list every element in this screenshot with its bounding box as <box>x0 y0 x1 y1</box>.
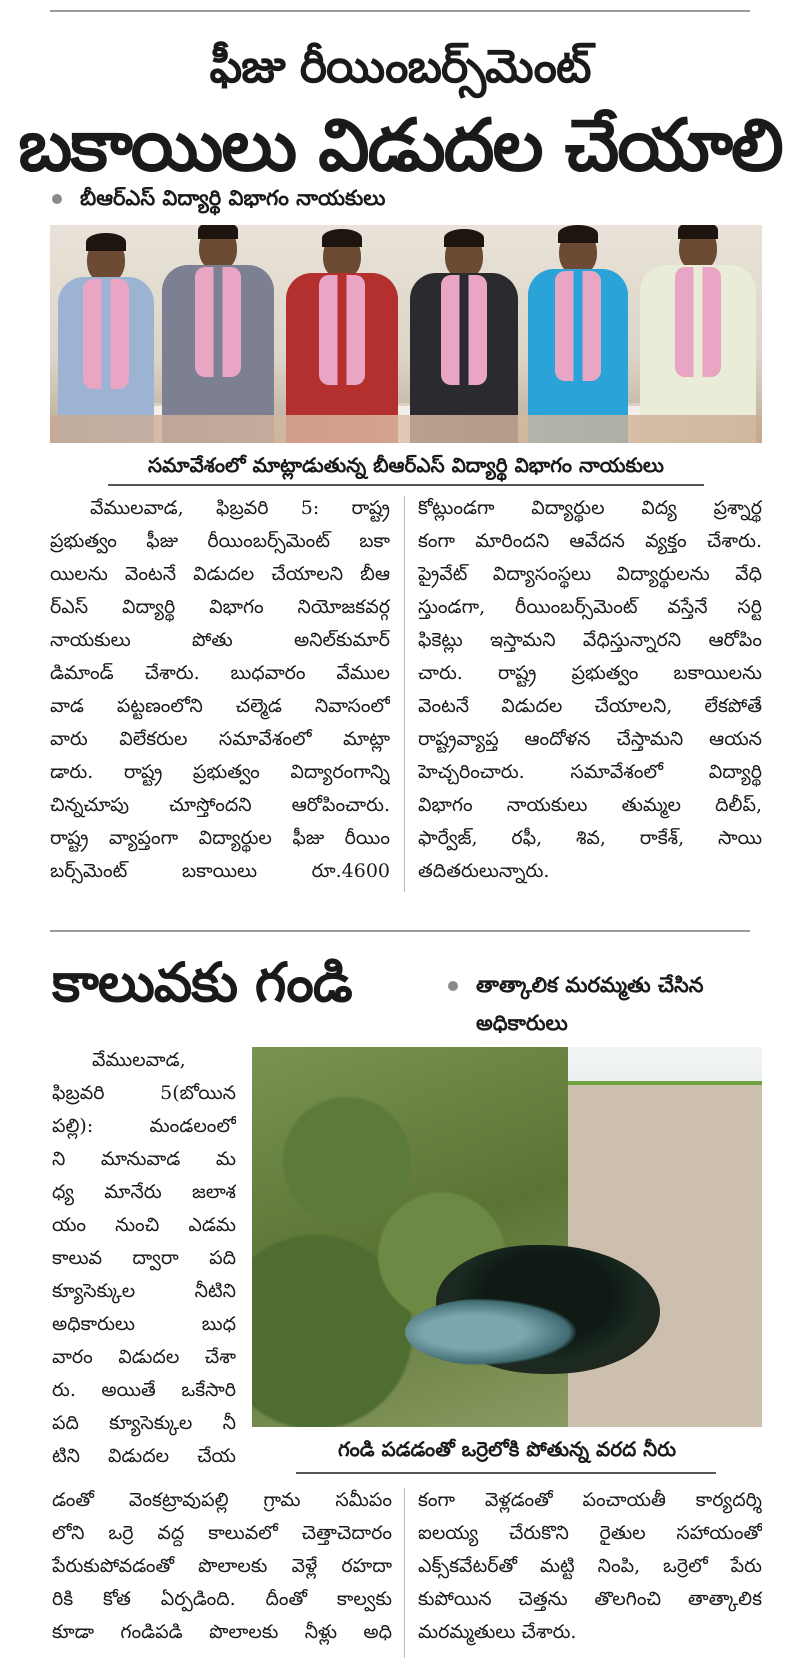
text-line: హెచ్చరించారు. సమావేశంలో విద్యార్థి <box>418 761 762 783</box>
top-rule <box>50 10 750 12</box>
text-line: మరమ్మతులు చేశారు. <box>418 1621 577 1643</box>
text-line: ఫికెట్లు ఇస్తామని వేధిస్తున్నారని ఆరోపిం <box>418 629 762 651</box>
photo-table <box>50 415 762 443</box>
text-line: కూడా గండిపడి పొలాలకు నీళ్లు అధి <box>52 1621 392 1643</box>
article1-col2 <box>418 492 762 888</box>
text-line: వారు విలేకరుల సమావేశంలో మాట్లా <box>50 728 390 750</box>
text-line: తదితరులున్నారు. <box>418 860 550 882</box>
text-line: రాష్ట్రవ్యాప్త ఆందోళన చేస్తామని ఆయన <box>418 728 762 750</box>
text-line: చిన్నచూపు చూస్తోందని ఆరోపించారు. <box>50 794 390 816</box>
text-line: యిలను వెంటనే విడుదల చేయాలని బీఆ <box>50 563 390 585</box>
article2-caption: గండి పడడంతో ఒర్రెలోకి పోతున్న వరద నీరు <box>337 1437 677 1461</box>
column-divider <box>404 1488 405 1658</box>
section-rule <box>50 930 750 932</box>
bullet-icon <box>448 981 458 991</box>
text-line: వేములవాడ, ఫిబ్రవరి 5: రాష్ట్ర <box>90 497 390 519</box>
article2-subhead-line2: అధికారులు <box>476 1011 568 1035</box>
text-line: బర్స్‌మెంట్ బకాయిలు రూ.4600 <box>50 860 390 882</box>
text-line: వాడ పట్టణంలోని చల్మెడ నివాసంలో <box>50 695 390 717</box>
text-line: నాయకులు పోతు అనిల్‌కుమార్ <box>50 629 390 651</box>
text-line: కోట్లుండగా విద్యార్థుల విద్య ప్రశ్నార్థ <box>418 497 762 519</box>
article2-bottom-col2 <box>418 1484 762 1649</box>
article1-caption: సమావేశంలో మాట్లాడుతున్న బీఆర్ఎస్ విద్యార్థి విభాగం నాయకులు <box>148 453 664 477</box>
column-divider <box>404 496 405 892</box>
text-line: టిని విడుదల చేయ <box>52 1445 236 1467</box>
text-line: డిమాండ్ చేశారు. బుధవారం వేముల <box>50 662 390 684</box>
text-line: ఫార్వేజ్, రఫీ, శివ, రాకేశ్, సాయి <box>418 827 762 849</box>
person-figure <box>286 233 398 443</box>
person-figure <box>58 237 154 443</box>
text-line: విభాగం నాయకులు తుమ్మల దిలీప్, <box>418 794 762 816</box>
person-figure <box>528 229 628 443</box>
text-line: డారు. రాష్ట్ర ప్రభుత్వం విద్యారంగాన్ని <box>50 761 390 783</box>
text-line: క్యూసెక్కుల నీటిని <box>52 1280 236 1302</box>
person-figure <box>162 225 274 443</box>
text-line: కుపోయిన చెత్తను తొలగించి తాత్కాలిక <box>418 1588 762 1610</box>
text-line: పల్లి): మండలంలో <box>52 1115 236 1137</box>
text-line: రికి కోత ఏర్పడింది. దీంతో కాల్వకు <box>52 1588 392 1610</box>
text-line: వేములవాడ, <box>92 1049 186 1071</box>
text-line: రాష్ట్ర వ్యాప్తంగా విద్యార్థుల ఫీజు రీయిం <box>50 827 390 849</box>
text-line: డంతో వెంకట్రావుపల్లి గ్రామ సమీపం <box>52 1489 392 1511</box>
leaders-photo <box>50 225 762 443</box>
article1-col1 <box>50 492 390 888</box>
text-line: రు. అయితే ఒకేసారి <box>52 1379 236 1401</box>
text-line: కంగా వెళ్లడంతో పంచాయతీ కార్యదర్శి <box>418 1489 762 1511</box>
article2-subhead-line1: తాత్కాలిక మరమ్మతు చేసిన <box>476 973 704 997</box>
text-line: ప్రభుత్వం ఫీజు రీయింబర్స్‌మెంట్ బకా <box>50 530 390 552</box>
text-line: ధ్య మానేరు జలాశ <box>52 1181 236 1203</box>
bullet-icon <box>52 194 62 204</box>
text-line: ని మానువాడ మ <box>52 1148 236 1170</box>
article1-subhead-text: బీఆర్ఎస్ విద్యార్థి విభాగం నాయకులు <box>80 186 386 210</box>
photo-water <box>405 1298 578 1366</box>
text-line: ర్ఎస్ విద్యార్థి విభాగం నియోజకవర్గ <box>50 596 390 618</box>
text-line: కంగా మారిందని ఆవేదన వ్యక్తం చేశారు. <box>418 530 762 552</box>
text-line: ఐలయ్య చేరుకొని రైతుల సహాయంతో <box>418 1522 762 1544</box>
text-line: పేరుకుపోవడంతో పొలాలకు వెళ్లే రహదా <box>52 1555 392 1577</box>
article2-subhead <box>448 966 703 1004</box>
person-figure <box>640 225 756 443</box>
text-line: స్తుండగా, రీయింబర్స్‌మెంట్ వస్తేనే సర్టి <box>418 596 762 618</box>
text-line: కాలువ ద్వారా పది <box>52 1247 236 1269</box>
text-line: ప్రైవేట్ విద్యాసంస్థలు విద్యార్థులను వేధి <box>418 563 762 585</box>
text-line: యం నుంచి ఎడమ <box>52 1214 236 1236</box>
text-line: ఫిబ్రవరి 5(బోయిన <box>52 1082 236 1104</box>
article1-headline: బకాయిలు విడుదల చేయాలి <box>18 103 782 187</box>
caption-rule <box>108 484 704 486</box>
text-line: వారం విడుదల చేశా <box>52 1346 236 1368</box>
caption-rule <box>296 1472 716 1474</box>
article2-headline: కాలువకు గండి <box>52 951 352 1014</box>
text-line: ఎక్స్‌కవేటర్‌తో మట్టి నింపి, ఒర్రెలో పేరు <box>418 1555 762 1577</box>
text-line: అధికారులు బుధ <box>52 1313 236 1335</box>
canal-breach-photo <box>252 1047 762 1427</box>
text-line: వెంటనే విడుదల చేయాలని, లేకపోతే <box>418 695 762 717</box>
article2-narrow-col <box>52 1044 236 1473</box>
text-line: లోని ఒర్రె వద్ద కాలువలో చెత్తాచెదారం <box>52 1522 392 1544</box>
person-figure <box>410 233 518 443</box>
article2-bottom-col1 <box>52 1484 392 1649</box>
text-line: పది క్యూసెక్కుల నీ <box>52 1412 236 1434</box>
article1-kicker: ఫీజు రీయింబర్స్‌మెంట్ <box>209 39 591 93</box>
article1-subhead <box>52 184 385 212</box>
text-line: చారు. రాష్ట్ర ప్రభుత్వం బకాయిలను <box>418 662 762 684</box>
